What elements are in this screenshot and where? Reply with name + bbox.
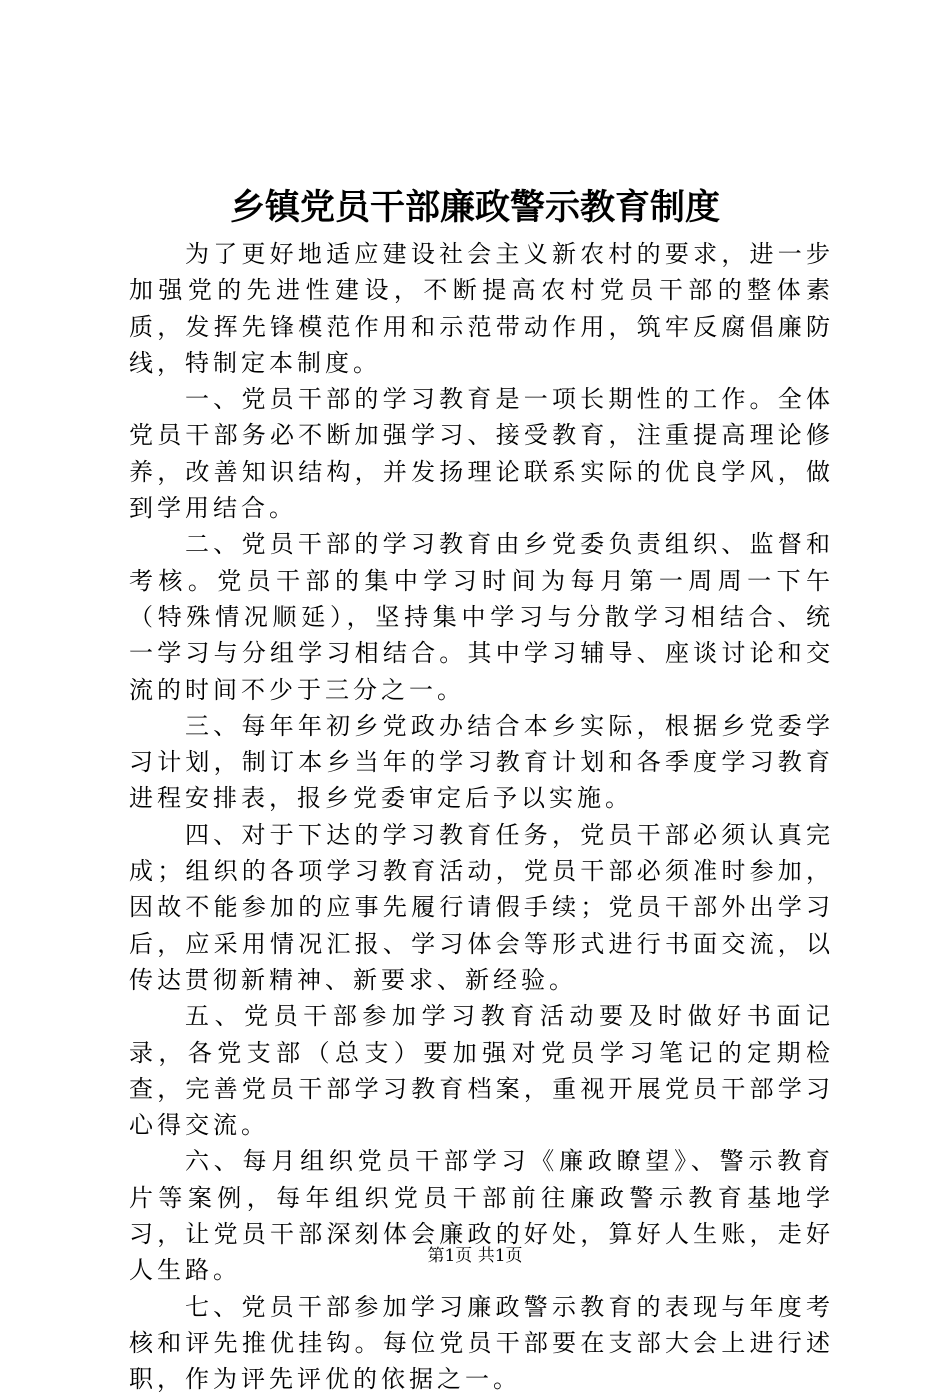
paragraph-item-1: 一、党员干部的学习教育是一项长期性的工作。全体党员干部务必不断加强学习、接受教育，注重提高理论修养，改善知识结构，并发扬理论联系实际的优良学风，做到学用结合。 (129, 385, 834, 523)
paragraph-item-3: 三、每年年初乡党政办结合本乡实际，根据乡党委学习计划，制订本乡当年的学习教育计划和各季度学习教育进程安排表，报乡党委审定后予以实施。 (129, 711, 834, 813)
page-footer: 第1页 共1页 (427, 1246, 523, 1266)
paragraph-item-7: 七、党员干部参加学习廉政警示教育的表现与年度考核和评先推优挂钩。每位党员干部要在支部大会上进行述职，作为评先评优的依据之一。 (129, 1292, 834, 1394)
document-body (129, 236, 834, 1398)
paragraph-item-6: 六、每月组织党员干部学习《廉政瞭望》、警示教育片等案例，每年组织党员干部前往廉政警示教育基地学习，让党员干部深刻体会廉政的好处，算好人生账，走好人生路。 (129, 1147, 834, 1285)
paragraph-item-4: 四、对于下达的学习教育任务，党员干部必须认真完成；组织的各项学习教育活动，党员干部必须准时参加，因故不能参加的应事先履行请假手续；党员干部外出学习后，应采用情况汇报、学习体会等形式进行书面交流，以传达贯彻新精神、新要求、新经验。 (129, 820, 834, 994)
document-title: 乡镇党员干部廉政警示教育制度 (229, 187, 720, 228)
paragraph-item-2: 二、党员干部的学习教育由乡党委负责组织、监督和考核。党员干部的集中学习时间为每月第一周周一下午（特殊情况顺延），坚持集中学习与分散学习相结合、统一学习与分组学习相结合。其中学习辅导、座谈讨论和交流的时间不少于三分之一。 (129, 530, 834, 704)
paragraph-item-5: 五、党员干部参加学习教育活动要及时做好书面记录，各党支部（总支）要加强对党员学习笔记的定期检查，完善党员干部学习教育档案，重视开展党员干部学习心得交流。 (129, 1002, 834, 1140)
paragraph-intro: 为了更好地适应建设社会主义新农村的要求，进一步加强党的先进性建设，不断提高农村党员干部的整体素质，发挥先锋模范作用和示范带动作用，筑牢反腐倡廉防线，特制定本制度。 (129, 240, 834, 377)
